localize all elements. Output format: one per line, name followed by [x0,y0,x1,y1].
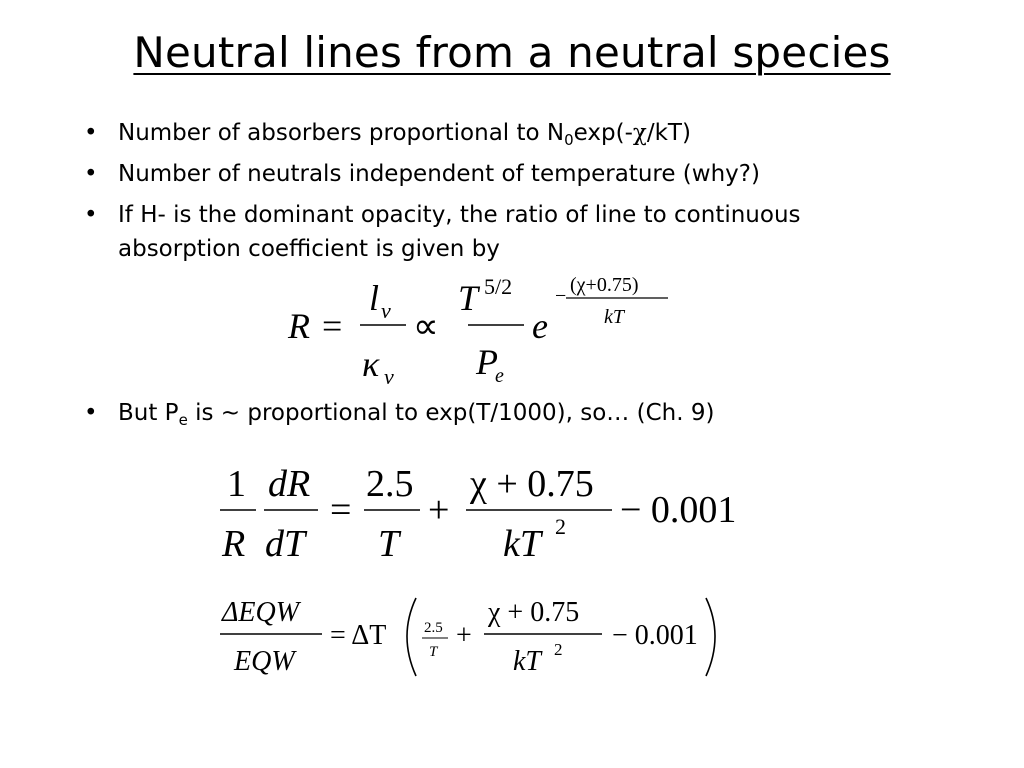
bullet-marker: • [84,202,98,228]
eq1-equals: = [322,306,343,346]
eq2-one: 1 [227,463,246,505]
derivative-equation [210,450,770,570]
eq3-square: 2 [554,640,563,659]
eq1-kappa: κ [362,344,380,384]
eq2-tail: − 0.001 [620,489,737,531]
eq1-nu-top: ν [381,298,391,323]
eq1-exp-denominator: kT [604,306,624,328]
eq2-dR: dR [268,463,311,505]
eq3-a-den: T [429,644,438,660]
eq2-equals: = [330,489,352,531]
eq2-num2: χ + 0.75 [470,463,594,505]
eq3-tail: − 0.001 [612,620,698,651]
bullet-marker: • [84,161,98,187]
slide-title: Neutral lines from a neutral species [133,28,891,77]
eq3-a-num: 2.5 [424,620,443,636]
eq1-R: R [288,306,310,346]
eq1-exp-minus: − [555,285,567,307]
left-paren [407,598,416,676]
right-paren [706,598,715,676]
eq1-P-sub: e [495,365,504,387]
bullet-text-line2: absorption coefficient is given by [118,236,500,262]
eq2-den2: kT [503,523,541,565]
eq1-proportional: ∝ [413,306,439,346]
eq1-power: 5/2 [484,274,513,299]
eq2-num1: 2.5 [366,463,414,505]
eq3-b-num: χ + 0.75 [488,597,580,628]
bullet-text: Number of absorbers proportional to $N_0\exp(-\chi/kT)$ [118,120,691,149]
ratio-equation [280,268,680,398]
eq3-equals-deltaT: = ΔT [330,620,387,651]
bullet-text-line1: If H- is the dominant opacity, the ratio of line to continuous [118,202,801,228]
eq3-numerator: ΔEQW [222,597,300,628]
bullet-text: But $P_e$ is ~ proportional to exp(T/1000), so… (Ch. 9) [118,400,715,429]
eq2-den1: T [378,523,400,565]
eq2-dT: dT [265,523,306,565]
eq1-exp-numerator: (χ+0.75) [570,274,639,296]
eq1-nu-bottom: ν [384,364,394,389]
eq3-denominator: EQW [234,646,295,677]
eq1-e: e [532,306,548,346]
eq2-square: 2 [555,514,566,539]
eq1-T: T [458,278,479,318]
eq1-l: l [369,278,380,318]
eq3-b-den: kT [513,646,541,677]
eq3-plus: + [456,620,472,651]
eq1-P: P [476,342,498,382]
bullet-text: Number of neutrals independent of temperature (why?) [118,161,760,187]
eq2-plus: + [428,489,450,531]
bullet-marker: • [84,400,98,426]
eq2-R: R [222,523,246,565]
eqw-equation [210,586,730,686]
bullet-marker: • [84,120,98,146]
